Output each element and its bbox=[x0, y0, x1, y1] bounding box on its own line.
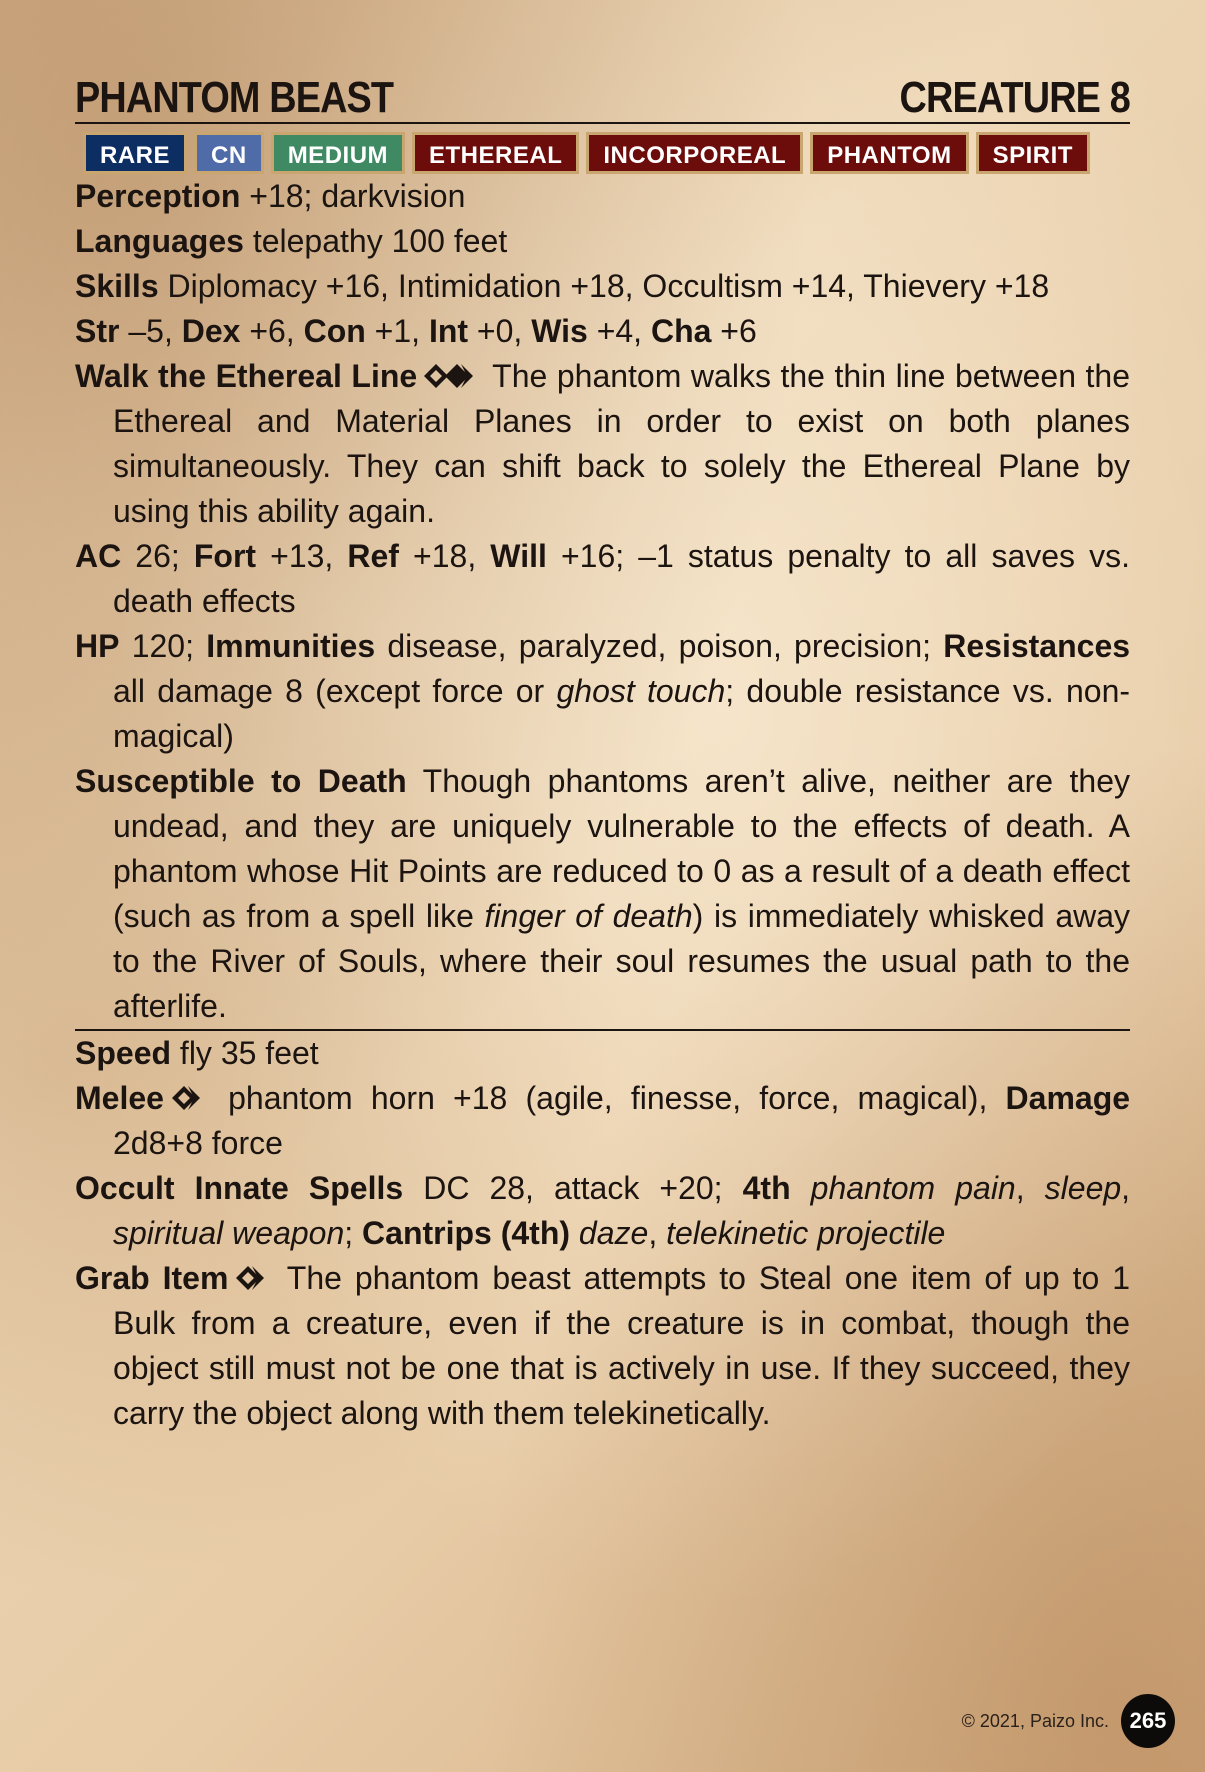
trait-spirit: SPIRIT bbox=[976, 132, 1090, 174]
hp-value: 120; bbox=[131, 628, 194, 664]
resistances-value: all damage 8 (except force or bbox=[113, 673, 545, 709]
immunities-value: disease, paralyzed, poison, precision; bbox=[387, 628, 932, 664]
two-action-icon bbox=[421, 361, 479, 391]
cantrip-telekinetic-projectile: telekinetic projectile bbox=[666, 1215, 946, 1251]
languages-line bbox=[75, 219, 1130, 264]
walk-ethereal-line bbox=[75, 354, 1130, 534]
trait-incorporeal: INCORPOREAL bbox=[586, 132, 803, 174]
skills-label: Skills bbox=[75, 268, 159, 304]
ref-label: Ref bbox=[347, 538, 399, 574]
melee-text: phantom horn +18 (agile, finesse, force, magical), bbox=[228, 1080, 988, 1116]
resistances-label: Resistances bbox=[943, 628, 1131, 664]
con-label: Con bbox=[303, 313, 366, 349]
spells-dc: DC 28, attack +20; bbox=[423, 1170, 723, 1206]
copyright: © 2021, Paizo Inc. bbox=[961, 1710, 1109, 1731]
will-value: +16; bbox=[560, 538, 625, 574]
walk-ethereal-text: The phantom walks the thin line between the Ethereal and Material Planes in order to exist on both planes simultaneously. They can shift back to solely the Ethereal Plane by using this ability again. bbox=[113, 358, 1131, 529]
resistances-italic: ghost touch bbox=[556, 673, 726, 709]
dex-label: Dex bbox=[181, 313, 241, 349]
trait-alignment: CN bbox=[194, 132, 264, 174]
creature-level: CREATURE 8 bbox=[899, 73, 1130, 122]
saves-note: –1 status penalty to all saves vs. death effects bbox=[113, 538, 1131, 619]
one-action-icon bbox=[232, 1263, 270, 1293]
susceptible-name: Susceptible to Death bbox=[75, 763, 407, 799]
perception-line bbox=[75, 174, 1130, 219]
str-label: Str bbox=[75, 313, 120, 349]
cantrips-label: Cantrips (4th) bbox=[362, 1215, 571, 1251]
speed-value: fly 35 feet bbox=[179, 1035, 319, 1071]
page-footer bbox=[962, 1694, 1175, 1748]
immunities-label: Immunities bbox=[206, 628, 376, 664]
spell-separator: , bbox=[1121, 1170, 1131, 1206]
languages-value: telepathy 100 feet bbox=[252, 223, 508, 259]
trait-phantom: PHANTOM bbox=[810, 132, 968, 174]
con-value: +1, bbox=[374, 313, 421, 349]
skills-value: Diplomacy +16, Intimidation +18, Occultism +14, Thievery +18 bbox=[167, 268, 1050, 304]
str-value: –5, bbox=[128, 313, 173, 349]
one-action-icon bbox=[168, 1083, 206, 1113]
walk-ethereal-name: Walk the Ethereal Line bbox=[75, 358, 418, 394]
spells-label: Occult Innate Spells bbox=[75, 1170, 404, 1206]
spells-line bbox=[75, 1166, 1130, 1256]
attributes-line bbox=[75, 309, 1130, 354]
fort-label: Fort bbox=[193, 538, 257, 574]
cantrip-daze: daze bbox=[578, 1215, 649, 1251]
int-value: +0, bbox=[476, 313, 523, 349]
cha-value: +6 bbox=[720, 313, 757, 349]
hp-line bbox=[75, 624, 1130, 759]
hp-label: HP bbox=[75, 628, 120, 664]
skills-line bbox=[75, 264, 1130, 309]
languages-label: Languages bbox=[75, 223, 244, 259]
int-label: Int bbox=[428, 313, 469, 349]
grab-item-text: The phantom beast attempts to Steal one item of up to 1 Bulk from a creature, even if the creature is in combat, though the object still must not be one that is actively in use. If they succeed, they carry the object along with them telekinetically. bbox=[113, 1260, 1130, 1431]
fort-value: +13, bbox=[270, 538, 334, 574]
stat-lines bbox=[75, 174, 1130, 1029]
damage-label: Damage bbox=[1005, 1080, 1131, 1116]
ref-value: +18, bbox=[413, 538, 477, 574]
spell-phantom-pain: phantom pain bbox=[810, 1170, 1016, 1206]
susceptible-italic: finger of death bbox=[484, 898, 693, 934]
dex-value: +6, bbox=[249, 313, 295, 349]
defense-line bbox=[75, 534, 1130, 624]
trait-list bbox=[75, 132, 1130, 174]
trait-size: MEDIUM bbox=[271, 132, 405, 174]
spell-separator: , bbox=[648, 1215, 658, 1251]
susceptible-line bbox=[75, 759, 1130, 1029]
spell-sleep: sleep bbox=[1044, 1170, 1122, 1206]
speed-line bbox=[75, 1031, 1130, 1076]
will-label: Will bbox=[490, 538, 547, 574]
grab-item-line bbox=[75, 1256, 1130, 1436]
cha-label: Cha bbox=[650, 313, 712, 349]
susceptible-post: ) is immediately whisked away to the River of Souls, where their soul resumes the usual path to the afterlife. bbox=[113, 898, 1131, 1024]
creature-name: PHANTOM BEAST bbox=[75, 73, 394, 122]
stat-block bbox=[75, 66, 1130, 1436]
ac-value: 26; bbox=[135, 538, 180, 574]
page-number: 265 bbox=[1121, 1694, 1175, 1748]
grab-item-name: Grab Item bbox=[75, 1260, 229, 1296]
ac-label: AC bbox=[75, 538, 122, 574]
speed-label: Speed bbox=[75, 1035, 172, 1071]
spell-rank-label: 4th bbox=[742, 1170, 791, 1206]
spell-spiritual-weapon: spiritual weapon bbox=[113, 1215, 345, 1251]
melee-label: Melee bbox=[75, 1080, 164, 1116]
susceptible-text: Though phantoms aren’t alive, neither are they undead, and they are uniquely vulnerable to the effects of death. A phantom whose Hit Points are reduced to 0 as a result of a death effect (such as from a spell like bbox=[113, 763, 1131, 934]
wis-value: +4, bbox=[596, 313, 643, 349]
resistances-post: ; double resistance vs. non-magical) bbox=[113, 673, 1131, 754]
trait-rare: RARE bbox=[83, 132, 187, 174]
melee-line bbox=[75, 1076, 1130, 1166]
spell-separator: , bbox=[1015, 1170, 1025, 1206]
damage-value: 2d8+8 force bbox=[113, 1125, 283, 1161]
stat-block-header bbox=[75, 66, 1130, 124]
wis-label: Wis bbox=[531, 313, 588, 349]
trait-ethereal: ETHEREAL bbox=[412, 132, 579, 174]
offense-lines bbox=[75, 1031, 1130, 1436]
spell-separator: ; bbox=[344, 1215, 354, 1251]
perception-value: +18; darkvision bbox=[249, 178, 466, 214]
perception-label: Perception bbox=[75, 178, 241, 214]
